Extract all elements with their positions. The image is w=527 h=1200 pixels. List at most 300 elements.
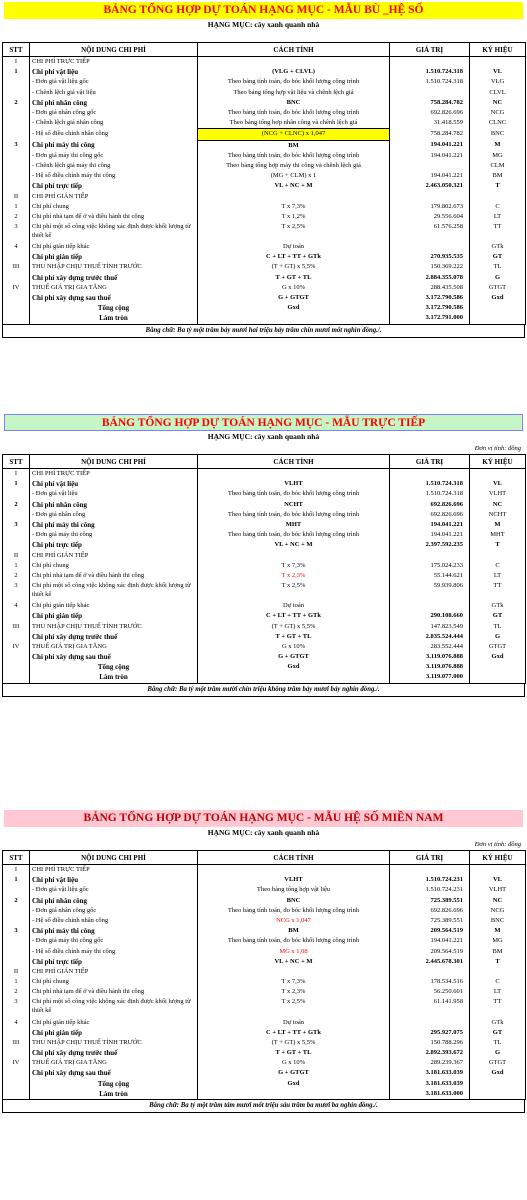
- row-stt: [3, 632, 30, 642]
- table-row: [3, 561, 526, 571]
- row-content: - Hệ số điều chỉnh máy thi công: [30, 171, 198, 181]
- row-stt: [3, 273, 30, 283]
- row-value: 3.172.790.586: [390, 293, 470, 303]
- row-calc: [198, 1089, 390, 1100]
- table-row: [3, 252, 526, 262]
- header-stt: STT: [3, 43, 30, 57]
- table-row: [3, 875, 526, 885]
- row-stt: [3, 88, 30, 98]
- row-stt: [3, 118, 30, 129]
- row-stt: [3, 1079, 30, 1089]
- row-calc: T + GT + TL: [198, 1048, 390, 1058]
- row-stt: [3, 652, 30, 662]
- row-calc: G x 10%: [198, 642, 390, 652]
- table-row: [3, 108, 526, 118]
- row-calc: T + GT + TL: [198, 632, 390, 642]
- row-calc: (VLG + CLVL): [198, 67, 390, 77]
- row-symbol: G: [470, 632, 526, 642]
- row-content: Chi phí vật liệu: [30, 875, 198, 885]
- table-row: [3, 957, 526, 967]
- row-value: 725.389.551: [390, 896, 470, 906]
- table-row: [3, 293, 526, 303]
- row-calc: Dự toán: [198, 242, 390, 252]
- row-value: 288.435.508: [390, 283, 470, 293]
- table-row: [3, 906, 526, 916]
- row-stt: [3, 672, 30, 683]
- row-symbol: NCHT: [470, 510, 526, 520]
- row-content: CHI PHÍ TRỰC TIẾP: [30, 57, 198, 68]
- row-stt: [3, 540, 30, 550]
- row-calc: NCHT: [198, 500, 390, 510]
- row-symbol: [470, 1079, 526, 1089]
- row-value: 179.802.673: [390, 202, 470, 212]
- row-symbol: [470, 303, 526, 313]
- row-content: Chi phí chung: [30, 561, 198, 571]
- header-value: GIÁ TRỊ: [390, 851, 470, 865]
- row-symbol: CLM: [470, 161, 526, 171]
- row-stt: III: [3, 262, 30, 272]
- row-calc: (MG + CLM) x 1: [198, 171, 390, 181]
- table-row: [3, 601, 526, 611]
- row-value: 3.181.633.039: [390, 1068, 470, 1078]
- table-row: [3, 632, 526, 642]
- row-content: Chi phí một số công việc không xác định được khối lượng từ thiết kế: [30, 222, 198, 242]
- row-content: Chi phí gián tiếp khác: [30, 1017, 198, 1027]
- row-value: [390, 242, 470, 252]
- row-value: 1.510.724.231: [390, 885, 470, 895]
- estimate-table: [2, 42, 526, 325]
- row-symbol: MHT: [470, 530, 526, 540]
- row-symbol: M: [470, 926, 526, 936]
- estimate-table: [2, 850, 526, 1100]
- header-stt: STT: [3, 455, 30, 469]
- row-value: 2.835.524.444: [390, 632, 470, 642]
- row-value: [390, 967, 470, 977]
- row-content: Chi phí gián tiếp: [30, 252, 198, 262]
- row-content: Chi phí chung: [30, 977, 198, 987]
- row-symbol: [470, 469, 526, 480]
- row-stt: 3: [3, 140, 30, 151]
- row-content: Chi phí máy thi công: [30, 926, 198, 936]
- row-calc: Dự toán: [198, 1017, 390, 1027]
- row-symbol: GT: [470, 1028, 526, 1038]
- row-calc: T + GT + TL: [198, 273, 390, 283]
- row-value: 692.826.696: [390, 906, 470, 916]
- row-value: 3.119.076.888: [390, 652, 470, 662]
- table-row: [3, 1058, 526, 1068]
- table-row: [3, 967, 526, 977]
- row-stt: [3, 151, 30, 161]
- table-row: [3, 662, 526, 672]
- header-content: NỘI DUNG CHI PHÍ: [30, 43, 198, 57]
- table-row: [3, 520, 526, 530]
- table-row: [3, 181, 526, 191]
- table-row: [3, 57, 526, 68]
- row-content: - Đơn giá vật liệu: [30, 489, 198, 499]
- table-row: [3, 510, 526, 520]
- row-value: 2.884.355.078: [390, 273, 470, 283]
- row-content: THUẾ GIÁ TRỊ GIA TĂNG: [30, 642, 198, 652]
- row-stt: [3, 906, 30, 916]
- row-value: 3.181.633.039: [390, 1079, 470, 1089]
- table-row: [3, 551, 526, 561]
- row-symbol: Gxd: [470, 293, 526, 303]
- row-content: - Đơn giá nhân công gốc: [30, 108, 198, 118]
- table-row: [3, 129, 526, 140]
- row-content: Tổng cộng: [30, 662, 198, 672]
- row-calc: (NCG + CLNC) x 1,047: [198, 129, 390, 140]
- row-content: Chi phí nhà tạm để ở và điều hành thi công: [30, 987, 198, 997]
- sheet-title: BẢNG TỔNG HỢP DỰ TOÁN HẠNG MỤC - MẪU HỆ SỐ MIỀN NAM: [4, 810, 523, 827]
- row-content: THU NHẬP CHỊU THUẾ TÍNH TRƯỚC: [30, 621, 198, 631]
- row-content: THU NHẬP CHỊU THUẾ TÍNH TRƯỚC: [30, 1038, 198, 1048]
- row-calc: G x 10%: [198, 1058, 390, 1068]
- row-calc: [198, 313, 390, 324]
- row-calc: VLHT: [198, 479, 390, 489]
- row-symbol: VLHT: [470, 885, 526, 895]
- row-value: 725.389.551: [390, 916, 470, 926]
- table-row: [3, 936, 526, 946]
- row-symbol: GTk: [470, 601, 526, 611]
- amount-in-words: Bằng chữ: Ba tỷ một trăm tám mươi mốt triệu sáu trăm ba mươi ba nghìn đồng./.: [2, 1100, 525, 1113]
- row-value: [390, 865, 470, 876]
- row-stt: [3, 662, 30, 672]
- row-value: 3.119.077.000: [390, 672, 470, 683]
- row-content: THUẾ GIÁ TRỊ GIA TĂNG: [30, 1058, 198, 1068]
- row-calc: BNC: [198, 98, 390, 108]
- row-calc: G x 10%: [198, 283, 390, 293]
- table-row: [3, 530, 526, 540]
- row-stt: [3, 1028, 30, 1038]
- row-content: - Đơn giá vật liệu gốc: [30, 885, 198, 895]
- row-symbol: BNC: [470, 129, 526, 140]
- row-calc: C + LT + TT + GTk: [198, 1028, 390, 1038]
- sheet-subtitle: HẠNG MỤC: cây xanh quanh nhà: [207, 20, 320, 29]
- row-symbol: VLG: [470, 77, 526, 87]
- row-value: 29.556.604: [390, 212, 470, 222]
- row-content: Chi phí gián tiếp khác: [30, 242, 198, 252]
- table-row: [3, 273, 526, 283]
- row-content: - Chênh lệch giá máy thi công: [30, 161, 198, 171]
- row-stt: IV: [3, 283, 30, 293]
- row-stt: I: [3, 57, 30, 68]
- row-stt: [3, 489, 30, 499]
- row-value: 194.041.221: [390, 530, 470, 540]
- table-row: [3, 571, 526, 581]
- table-row: [3, 98, 526, 108]
- row-value: 61.576.258: [390, 222, 470, 242]
- table-row: [3, 896, 526, 906]
- row-symbol: VLHT: [470, 489, 526, 499]
- row-content: Chi phí gián tiếp: [30, 1028, 198, 1038]
- row-symbol: [470, 662, 526, 672]
- row-value: [390, 601, 470, 611]
- row-symbol: TT: [470, 222, 526, 242]
- row-stt: 3: [3, 581, 30, 601]
- row-content: - Hệ số điều chỉnh nhân công: [30, 916, 198, 926]
- row-calc: Theo bảng tính toán, đo bóc khối lượng công trình: [198, 108, 390, 118]
- row-calc: (T + GT) x 5,5%: [198, 1038, 390, 1048]
- row-calc: Gxd: [198, 662, 390, 672]
- row-stt: [3, 947, 30, 957]
- row-symbol: T: [470, 540, 526, 550]
- row-symbol: [470, 57, 526, 68]
- row-content: Chi phí xây dựng trước thuế: [30, 632, 198, 642]
- row-content: - Hệ số điều chỉnh nhân công: [30, 129, 198, 140]
- row-symbol: VL: [470, 875, 526, 885]
- row-calc: G + GTGT: [198, 1068, 390, 1078]
- row-symbol: C: [470, 977, 526, 987]
- table-row: [3, 88, 526, 98]
- row-symbol: NC: [470, 98, 526, 108]
- table-row: [3, 611, 526, 621]
- header-calc: CÁCH TÍNH: [198, 851, 390, 865]
- header-symbol: KÝ HIỆU: [470, 43, 526, 57]
- row-calc: (T + GT) x 5,5%: [198, 262, 390, 272]
- header-stt: STT: [3, 851, 30, 865]
- row-symbol: NCG: [470, 906, 526, 916]
- row-stt: 3: [3, 997, 30, 1017]
- row-symbol: CLNC: [470, 118, 526, 129]
- row-content: Chi phí nhân công: [30, 500, 198, 510]
- row-content: Chi phí trực tiếp: [30, 540, 198, 550]
- row-content: Chi phí xây dựng trước thuế: [30, 273, 198, 283]
- row-symbol: GTGT: [470, 1058, 526, 1068]
- row-content: Chi phí một số công việc không xác định được khối lượng từ thiết kế: [30, 997, 198, 1017]
- row-symbol: TT: [470, 997, 526, 1017]
- unit-label: Đơn vị tính: đồng: [474, 841, 521, 848]
- row-stt: 1: [3, 561, 30, 571]
- row-value: 194.041.221: [390, 151, 470, 161]
- row-stt: 2: [3, 500, 30, 510]
- row-symbol: TL: [470, 262, 526, 272]
- table-row: [3, 540, 526, 550]
- row-value: 3.172.790.586: [390, 303, 470, 313]
- row-content: CHI PHÍ TRỰC TIẾP: [30, 865, 198, 876]
- row-stt: [3, 252, 30, 262]
- sheet-subtitle: HẠNG MỤC: cây xanh quanh nhà: [207, 432, 320, 441]
- row-content: - Đơn giá vật liệu gốc: [30, 77, 198, 87]
- row-calc: T x 2,5%: [198, 222, 390, 242]
- table-row: [3, 67, 526, 77]
- row-content: - Đơn giá nhân công gốc: [30, 906, 198, 916]
- row-value: 3.181.633.000: [390, 1089, 470, 1100]
- table-row: [3, 987, 526, 997]
- row-symbol: NC: [470, 500, 526, 510]
- row-symbol: M: [470, 140, 526, 151]
- row-content: Tổng cộng: [30, 303, 198, 313]
- row-stt: 1: [3, 67, 30, 77]
- table-row: [3, 479, 526, 489]
- table-row: [3, 885, 526, 895]
- row-content: Tổng cộng: [30, 1079, 198, 1089]
- header-calc: CÁCH TÍNH: [198, 43, 390, 57]
- row-value: 194.041.221: [390, 936, 470, 946]
- row-symbol: TL: [470, 621, 526, 631]
- row-content: Làm tròn: [30, 672, 198, 683]
- row-symbol: GT: [470, 611, 526, 621]
- row-value: 1.510.724.318: [390, 479, 470, 489]
- row-symbol: TL: [470, 1038, 526, 1048]
- row-stt: II: [3, 191, 30, 201]
- row-stt: [3, 530, 30, 540]
- table-row: [3, 642, 526, 652]
- row-symbol: NC: [470, 896, 526, 906]
- estimate-sheet-direct: [0, 414, 527, 697]
- estimate-table: [2, 454, 526, 684]
- row-content: - Đơn giá máy thi công gốc: [30, 151, 198, 161]
- row-value: [390, 88, 470, 98]
- table-row: [3, 222, 526, 242]
- row-calc: C + LT + TT + GTk: [198, 252, 390, 262]
- row-stt: [3, 161, 30, 171]
- row-content: Chi phí xây dựng sau thuế: [30, 293, 198, 303]
- row-value: 31.418.559: [390, 118, 470, 129]
- row-value: 178.534.516: [390, 977, 470, 987]
- row-stt: IV: [3, 642, 30, 652]
- row-stt: [3, 1089, 30, 1100]
- row-content: CHI PHÍ GIÁN TIẾP: [30, 191, 198, 201]
- header-symbol: KÝ HIỆU: [470, 455, 526, 469]
- row-content: Chi phí vật liệu: [30, 67, 198, 77]
- row-stt: 4: [3, 601, 30, 611]
- row-value: 1.510.724.318: [390, 67, 470, 77]
- row-calc: Gxd: [198, 303, 390, 313]
- row-symbol: G: [470, 1048, 526, 1058]
- row-value: 59.939.806: [390, 581, 470, 601]
- row-stt: III: [3, 1038, 30, 1048]
- row-value: 290.108.660: [390, 611, 470, 621]
- table-row: [3, 500, 526, 510]
- row-stt: 2: [3, 896, 30, 906]
- row-content: Chi phí xây dựng sau thuế: [30, 652, 198, 662]
- row-calc: [198, 551, 390, 561]
- row-value: 3.119.076.888: [390, 662, 470, 672]
- row-value: 1.510.724.318: [390, 489, 470, 499]
- header-content: NỘI DUNG CHI PHÍ: [30, 851, 198, 865]
- row-symbol: TT: [470, 581, 526, 601]
- unit-label: Đơn vị tính: đồng: [474, 445, 521, 452]
- row-content: - Đơn giá máy thi công gốc: [30, 936, 198, 946]
- row-stt: 1: [3, 875, 30, 885]
- row-value: 55.144.621: [390, 571, 470, 581]
- row-stt: [3, 129, 30, 140]
- row-stt: 1: [3, 479, 30, 489]
- row-content: Chi phí vật liệu: [30, 479, 198, 489]
- row-calc: Dự toán: [198, 601, 390, 611]
- row-calc: T x 2,5%: [198, 997, 390, 1017]
- row-calc: T x 7,3%: [198, 202, 390, 212]
- table-row: [3, 191, 526, 201]
- row-content: Chi phí nhà tạm để ở và điều hành thi công: [30, 571, 198, 581]
- row-calc: T x 2,5%: [198, 581, 390, 601]
- row-calc: NCG x 1,047: [198, 916, 390, 926]
- row-value: 61.141.958: [390, 997, 470, 1017]
- row-calc: BM: [198, 140, 390, 151]
- row-symbol: G: [470, 273, 526, 283]
- row-stt: 2: [3, 987, 30, 997]
- row-calc: C + LT + TT + GTk: [198, 611, 390, 621]
- header-calc: CÁCH TÍNH: [198, 455, 390, 469]
- row-calc: [198, 865, 390, 876]
- row-content: Chi phí máy thi công: [30, 520, 198, 530]
- row-content: Chi phí chung: [30, 202, 198, 212]
- row-value: 3.172.791.000: [390, 313, 470, 324]
- row-stt: II: [3, 967, 30, 977]
- row-stt: [3, 885, 30, 895]
- row-calc: BNC: [198, 896, 390, 906]
- row-symbol: [470, 1089, 526, 1100]
- row-stt: [3, 171, 30, 181]
- row-symbol: C: [470, 202, 526, 212]
- row-calc: VL + NC + M: [198, 181, 390, 191]
- row-stt: 3: [3, 926, 30, 936]
- row-symbol: MG: [470, 151, 526, 161]
- row-stt: I: [3, 469, 30, 480]
- row-value: [390, 551, 470, 561]
- row-content: - Đơn giá máy thi công: [30, 530, 198, 540]
- table-row: [3, 140, 526, 151]
- row-content: Chi phí xây dựng sau thuế: [30, 1068, 198, 1078]
- table-row: [3, 672, 526, 683]
- row-calc: Theo bảng tổng hợp vật liệu và chênh lệch giá: [198, 88, 390, 98]
- row-stt: 2: [3, 571, 30, 581]
- row-stt: [3, 1048, 30, 1058]
- row-calc: Theo bảng tính toán, đo bóc khối lượng công trình: [198, 510, 390, 520]
- row-value: 1.510.724.231: [390, 875, 470, 885]
- row-content: CHI PHÍ TRỰC TIẾP: [30, 469, 198, 480]
- row-value: [390, 1017, 470, 1027]
- row-content: Chi phí gián tiếp khác: [30, 601, 198, 611]
- row-content: Làm tròn: [30, 313, 198, 324]
- row-value: 2.892.393.672: [390, 1048, 470, 1058]
- row-content: - Đơn giá nhân công: [30, 510, 198, 520]
- row-calc: Theo bảng tính toán, đo bóc khối lượng công trình: [198, 530, 390, 540]
- sheet-title: BẢNG TỔNG HỢP DỰ TOÁN HẠNG MỤC - MẪU BÙ _HỆ SỐ: [4, 2, 523, 19]
- row-calc: Theo bảng tổng hợp vật liệu: [198, 885, 390, 895]
- row-value: [390, 469, 470, 480]
- table-row: [3, 1028, 526, 1038]
- table-row: [3, 1079, 526, 1089]
- row-stt: [3, 303, 30, 313]
- row-symbol: GT: [470, 252, 526, 262]
- header-value: GIÁ TRỊ: [390, 43, 470, 57]
- row-value: 194.041.221: [390, 171, 470, 181]
- row-calc: T x 1,2%: [198, 212, 390, 222]
- row-calc: [198, 469, 390, 480]
- table-row: [3, 947, 526, 957]
- table-row: [3, 262, 526, 272]
- row-content: - Hệ số điều chỉnh máy thi công: [30, 947, 198, 957]
- row-calc: T x 2,3%: [198, 571, 390, 581]
- table-row: [3, 77, 526, 87]
- row-value: 692.826.696: [390, 500, 470, 510]
- sheet-subtitle: HẠNG MỤC: cây xanh quanh nhà: [207, 828, 320, 837]
- row-symbol: C: [470, 561, 526, 571]
- table-row: [3, 1017, 526, 1027]
- row-stt: [3, 181, 30, 191]
- row-calc: T x 7,3%: [198, 977, 390, 987]
- row-content: Chi phí một số công việc không xác định được khối lượng từ thiết kế: [30, 581, 198, 601]
- row-stt: III: [3, 621, 30, 631]
- row-content: - Chênh lệch giá vật liệu: [30, 88, 198, 98]
- row-symbol: [470, 313, 526, 324]
- row-calc: [198, 191, 390, 201]
- row-value: 289.239.367: [390, 1058, 470, 1068]
- row-calc: Theo bảng tính toán, đo bóc khối lượng công trình: [198, 151, 390, 161]
- row-stt: [3, 293, 30, 303]
- row-symbol: MG: [470, 936, 526, 946]
